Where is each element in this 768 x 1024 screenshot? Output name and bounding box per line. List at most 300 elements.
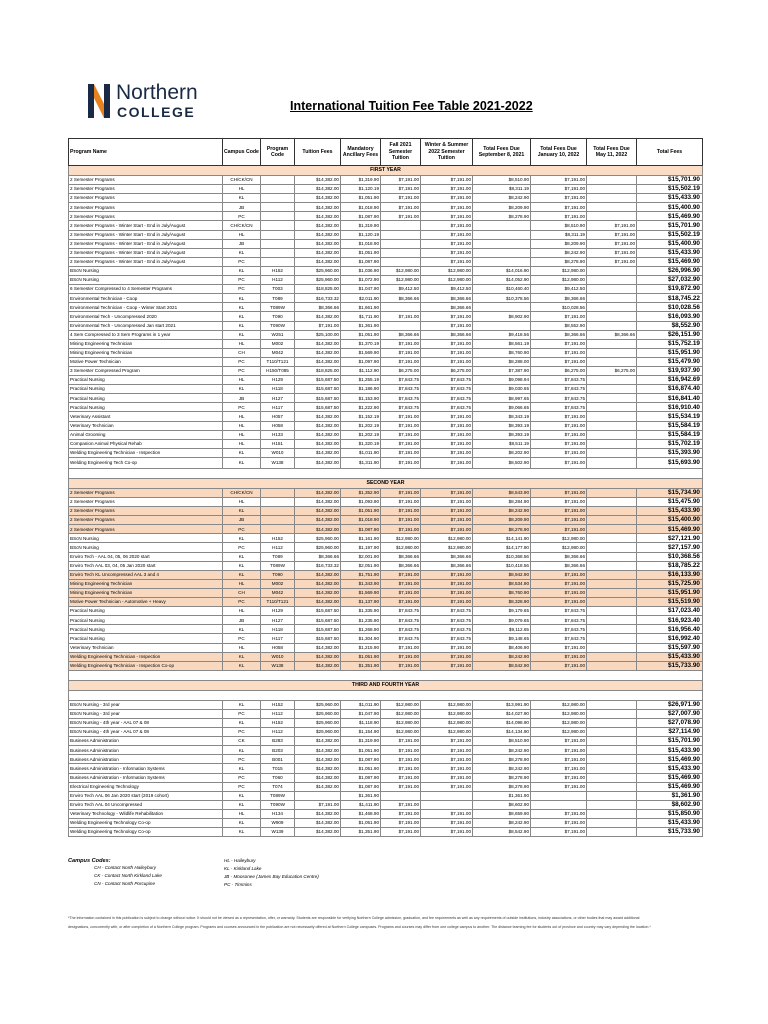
table-cell: $7,191.00	[531, 357, 587, 366]
table-cell: $14,382.00	[295, 764, 341, 773]
table-cell: KL	[223, 800, 261, 809]
table-cell	[587, 561, 637, 570]
table-cell: Enviro Tech - AAL 04, 05, 06 2020 start	[69, 552, 223, 561]
table-cell: BScN Nursing	[69, 276, 223, 285]
table-cell: $7,191.00	[381, 809, 421, 818]
table-cell: $7,191.00	[421, 203, 473, 212]
column-header: Campus Code	[223, 139, 261, 166]
table-cell: $7,191.00	[381, 525, 421, 534]
table-cell: $8,366.66	[381, 561, 421, 570]
table-cell: H117	[261, 634, 295, 643]
table-cell: $8,543.90	[473, 488, 531, 497]
column-header: Total Fees Due January 10, 2022	[531, 139, 587, 166]
disclaimer-text: *The information contained in this publication is subject to change without notice. It should not be viewed as a representation, offer, or warranty. Students are responsible for verifying Northern College admission, graduation, and fee requirements as well as any requirements of outside institutions, industry associations, or other bodies that may award additional designations, concurrently with, or after completion of a Northern College program. Programs and courses announced in the publication are not necessarily offered at Northern College campuses. Programs and courses may differ from one college campus to another. The distance learning fee for students out of province and country may vary depending the location.*	[68, 916, 651, 929]
table-cell: Welding Engineering Technician - Inspection Co-op	[69, 661, 223, 670]
table-cell: $7,191.00	[421, 588, 473, 597]
table-cell: Practical Nursing	[69, 403, 223, 412]
total-fees-cell: $15,951.90	[637, 588, 703, 597]
table-cell: $1,152.19	[341, 412, 381, 421]
table-cell: $7,843.75	[421, 394, 473, 403]
table-cell: 6 Semester Compressed to 4 Semester Programs	[69, 285, 223, 294]
table-cell	[261, 230, 295, 239]
table-cell	[587, 764, 637, 773]
table-cell: $7,191.00	[421, 412, 473, 421]
table-cell: KL	[223, 457, 261, 468]
table-cell: PC	[223, 257, 261, 266]
table-cell: $7,191.00	[531, 598, 587, 607]
table-cell: $14,382.00	[295, 652, 341, 661]
table-cell: $7,191.00	[531, 339, 587, 348]
table-cell: $7,191.00	[531, 652, 587, 661]
table-cell	[381, 257, 421, 266]
table-cell: $8,311.19	[473, 185, 531, 194]
table-cell: $7,191.00	[531, 488, 587, 497]
table-cell: $7,191.00	[381, 746, 421, 755]
table-cell: $7,843.75	[381, 394, 421, 403]
table-row	[69, 791, 703, 800]
table-row	[69, 507, 703, 516]
table-cell: $7,191.00	[421, 819, 473, 828]
table-cell: Veterinary Technician	[69, 421, 223, 430]
total-fees-cell: $27,078.90	[637, 718, 703, 727]
table-cell: $7,191.00	[421, 212, 473, 221]
table-row	[69, 176, 703, 185]
table-cell: $7,191.00	[531, 439, 587, 448]
table-cell: $7,191.00	[381, 203, 421, 212]
table-cell: T089W	[261, 303, 295, 312]
table-row	[69, 652, 703, 661]
table-row	[69, 276, 703, 285]
table-cell: W010	[261, 652, 295, 661]
table-cell	[587, 203, 637, 212]
table-cell: $6,275.00	[421, 366, 473, 375]
table-cell: $7,843.75	[421, 376, 473, 385]
table-cell	[381, 303, 421, 312]
table-cell: $1,112.90	[341, 366, 381, 375]
table-cell: $14,382.00	[295, 819, 341, 828]
table-cell: $14,382.00	[295, 230, 341, 239]
table-row	[69, 552, 703, 561]
table-cell: $16,733.32	[295, 294, 341, 303]
table-row	[69, 782, 703, 791]
table-row	[69, 543, 703, 552]
table-row	[69, 700, 703, 709]
table-cell: JB	[223, 394, 261, 403]
table-cell: PC	[223, 276, 261, 285]
table-cell: KL	[223, 321, 261, 330]
table-cell: $12,980.00	[381, 709, 421, 718]
table-cell: $1,120.19	[341, 230, 381, 239]
table-cell: KL	[223, 507, 261, 516]
table-cell: KL	[223, 266, 261, 275]
table-cell: $25,960.00	[295, 276, 341, 285]
table-cell	[587, 791, 637, 800]
table-row	[69, 430, 703, 439]
total-fees-cell: $19,872.90	[637, 285, 703, 294]
table-cell	[587, 737, 637, 746]
table-cell: $7,191.00	[381, 782, 421, 791]
table-cell: $7,191.00	[421, 773, 473, 782]
table-cell: $7,191.00	[531, 755, 587, 764]
table-cell: $14,382.00	[295, 439, 341, 448]
table-cell	[261, 194, 295, 203]
table-cell: $7,191.00	[531, 643, 587, 652]
table-cell: $1,661.90	[341, 303, 381, 312]
table-cell: 2 Semester Programs	[69, 203, 223, 212]
table-cell: $8,534.90	[473, 579, 531, 588]
total-fees-cell: $26,971.90	[637, 700, 703, 709]
total-fees-cell: $1,361.90	[637, 791, 703, 800]
table-cell: M002	[261, 339, 295, 348]
table-row	[69, 661, 703, 670]
table-cell: M042	[261, 588, 295, 597]
table-cell: B203	[261, 746, 295, 755]
table-cell: $7,191.00	[421, 339, 473, 348]
table-cell	[473, 230, 531, 239]
table-cell: $1,319.90	[341, 737, 381, 746]
table-cell: $14,382.00	[295, 828, 341, 837]
table-cell: $8,542.90	[473, 828, 531, 837]
table-cell: $7,191.00	[421, 185, 473, 194]
table-cell: $1,361.90	[473, 791, 531, 800]
total-fees-cell: $15,433.90	[637, 194, 703, 203]
table-cell: $1,235.90	[341, 616, 381, 625]
table-cell	[587, 579, 637, 588]
table-cell: $7,843.75	[531, 634, 587, 643]
table-cell: CH	[223, 588, 261, 597]
table-cell: B283	[261, 737, 295, 746]
table-cell: $7,191.00	[587, 239, 637, 248]
table-cell: Practical Nursing	[69, 607, 223, 616]
table-cell: $7,191.00	[421, 430, 473, 439]
table-cell: $8,542.90	[473, 661, 531, 670]
table-cell	[587, 828, 637, 837]
table-cell: $8,278.90	[473, 525, 531, 534]
total-fees-cell: $16,942.69	[637, 376, 703, 385]
table-cell: $7,191.00	[531, 507, 587, 516]
table-cell: $8,278.90	[473, 773, 531, 782]
table-cell: $7,191.00	[531, 212, 587, 221]
table-row	[69, 570, 703, 579]
table-cell: $14,177.90	[473, 543, 531, 552]
table-cell: $14,098.90	[473, 718, 531, 727]
table-cell: W138	[261, 661, 295, 670]
table-cell: KL	[223, 248, 261, 257]
table-cell: $12,980.00	[531, 709, 587, 718]
total-fees-cell: $15,951.90	[637, 348, 703, 357]
table-cell: $7,191.00	[531, 457, 587, 468]
table-cell: $7,191.00	[531, 828, 587, 837]
table-cell: $7,843.75	[421, 403, 473, 412]
table-cell	[587, 746, 637, 755]
table-cell: H150/T085	[261, 366, 295, 375]
table-cell: H127	[261, 394, 295, 403]
table-cell: $7,191.00	[381, 176, 421, 185]
table-cell	[587, 439, 637, 448]
table-cell: $1,047.90	[341, 709, 381, 718]
table-cell: $7,191.00	[421, 525, 473, 534]
table-cell: $1,087.90	[341, 782, 381, 791]
table-cell: $15,687.50	[295, 607, 341, 616]
table-cell: $1,222.90	[341, 403, 381, 412]
section-header-row	[69, 680, 703, 690]
table-cell: $8,602.90	[473, 800, 531, 809]
table-cell: $7,843.75	[421, 625, 473, 634]
table-row	[69, 561, 703, 570]
table-cell: $7,843.75	[381, 385, 421, 394]
table-row	[69, 266, 703, 275]
table-row	[69, 230, 703, 239]
table-cell: $14,382.00	[295, 809, 341, 818]
column-header: Program Code	[261, 139, 295, 166]
table-cell: $7,191.00	[587, 230, 637, 239]
total-fees-cell: $15,502.19	[637, 185, 703, 194]
table-row	[69, 809, 703, 818]
table-cell: $8,406.90	[473, 643, 531, 652]
table-cell: $8,242.90	[473, 507, 531, 516]
table-cell	[587, 348, 637, 357]
table-cell: PC	[223, 212, 261, 221]
table-cell: $7,191.00	[531, 312, 587, 321]
table-cell: $7,191.00	[421, 570, 473, 579]
table-cell: Motive Power Technician	[69, 357, 223, 366]
table-cell: $9,412.50	[531, 285, 587, 294]
table-cell: $14,141.90	[473, 534, 531, 543]
table-cell: $14,382.00	[295, 176, 341, 185]
table-row	[69, 643, 703, 652]
table-cell: HL	[223, 643, 261, 652]
table-cell: $9,066.65	[473, 403, 531, 412]
table-cell: $7,843.75	[421, 607, 473, 616]
table-cell: $7,191.00	[381, 498, 421, 507]
table-row	[69, 525, 703, 534]
table-cell: $1,051.90	[341, 194, 381, 203]
table-cell: $14,382.00	[295, 498, 341, 507]
total-fees-cell: $15,725.90	[637, 579, 703, 588]
table-cell	[587, 357, 637, 366]
table-cell: $7,191.00	[381, 764, 421, 773]
table-cell: KL	[223, 700, 261, 709]
table-cell: KL	[223, 534, 261, 543]
table-cell: $7,843.75	[381, 376, 421, 385]
table-row	[69, 709, 703, 718]
table-cell: $1,120.19	[341, 185, 381, 194]
table-cell: $8,209.90	[473, 516, 531, 525]
table-cell: $12,980.00	[381, 543, 421, 552]
table-cell: Enviro Tech AAL 06 Jan 2020 start (2019 cohort)	[69, 791, 223, 800]
table-row	[69, 285, 703, 294]
table-cell: $7,191.00	[381, 357, 421, 366]
table-cell: $7,191.00	[421, 755, 473, 764]
table-cell: $14,016.90	[473, 266, 531, 275]
table-cell: $7,191.00	[421, 661, 473, 670]
table-cell: $7,191.00	[531, 448, 587, 457]
table-cell	[587, 321, 637, 330]
total-fees-cell: $10,028.56	[637, 303, 703, 312]
table-cell: HL	[223, 412, 261, 421]
table-cell	[261, 239, 295, 248]
table-cell: $14,382.00	[295, 661, 341, 670]
table-cell: $8,393.19	[473, 421, 531, 430]
table-cell: $14,382.00	[295, 516, 341, 525]
table-row	[69, 221, 703, 230]
table-cell: $1,304.90	[341, 634, 381, 643]
table-cell: KL	[223, 791, 261, 800]
table-cell: Mining Engineering Technician	[69, 348, 223, 357]
table-cell: $1,072.90	[341, 276, 381, 285]
table-cell: KL	[223, 819, 261, 828]
table-row	[69, 773, 703, 782]
table-cell: $6,275.00	[587, 366, 637, 375]
table-cell	[261, 516, 295, 525]
table-cell: $8,366.66	[421, 294, 473, 303]
table-row	[69, 634, 703, 643]
table-cell: PC	[223, 634, 261, 643]
table-cell: $1,036.90	[341, 266, 381, 275]
total-fees-cell: $15,519.90	[637, 598, 703, 607]
table-cell: $7,191.00	[421, 239, 473, 248]
table-cell	[421, 800, 473, 809]
table-cell: $7,191.00	[381, 598, 421, 607]
table-cell: $1,018.90	[341, 239, 381, 248]
table-cell: $7,191.00	[421, 221, 473, 230]
table-cell	[587, 285, 637, 294]
table-cell: $1,018.90	[341, 203, 381, 212]
table-cell: T089W	[261, 791, 295, 800]
table-cell: PC	[223, 755, 261, 764]
table-cell: Mining Engineering Technician	[69, 579, 223, 588]
table-cell: KL	[223, 552, 261, 561]
table-cell	[587, 430, 637, 439]
section-header-row	[69, 478, 703, 488]
table-cell: $8,659.90	[473, 809, 531, 818]
total-fees-cell: $16,992.40	[637, 634, 703, 643]
table-cell: $7,191.00	[421, 737, 473, 746]
table-cell: Environmental Tech - Uncompressed 2020	[69, 312, 223, 321]
table-row	[69, 718, 703, 727]
table-cell: $9,098.94	[473, 376, 531, 385]
table-cell: $14,382.00	[295, 430, 341, 439]
table-cell: $7,191.00	[381, 348, 421, 357]
total-fees-cell: $15,733.90	[637, 661, 703, 670]
table-cell: $10,418.56	[473, 561, 531, 570]
table-cell	[261, 176, 295, 185]
total-fees-cell: $26,151.90	[637, 330, 703, 339]
table-cell: $1,711.90	[341, 312, 381, 321]
table-cell: $1,011.90	[341, 448, 381, 457]
table-cell: W251	[261, 330, 295, 339]
table-cell: KL	[223, 661, 261, 670]
table-cell	[587, 782, 637, 791]
table-cell: Business Administration - Information Systems	[69, 764, 223, 773]
total-fees-cell: $15,433.90	[637, 746, 703, 755]
table-cell: $7,191.00	[421, 230, 473, 239]
table-cell: H152	[261, 718, 295, 727]
table-cell: BScN Nursing - 4th year - AAL 07 & 08	[69, 718, 223, 727]
table-cell: T090W	[261, 321, 295, 330]
table-row	[69, 598, 703, 607]
table-cell: $7,191.00	[381, 579, 421, 588]
table-cell: 2 Semester Programs	[69, 488, 223, 497]
table-row	[69, 394, 703, 403]
table-row	[69, 588, 703, 597]
total-fees-cell: $15,475.90	[637, 498, 703, 507]
table-row	[69, 439, 703, 448]
campus-codes-legend	[68, 858, 528, 900]
table-cell	[381, 221, 421, 230]
table-cell: $1,051.90	[341, 330, 381, 339]
table-cell: $7,843.75	[531, 616, 587, 625]
table-cell: $1,343.90	[341, 579, 381, 588]
table-cell: $8,284.90	[473, 498, 531, 507]
table-cell	[587, 394, 637, 403]
table-cell: $8,366.66	[587, 330, 637, 339]
total-fees-cell: $10,368.56	[637, 552, 703, 561]
table-cell	[587, 616, 637, 625]
table-cell: $12,980.00	[381, 266, 421, 275]
table-cell: $7,191.00	[531, 570, 587, 579]
table-cell: JB	[223, 616, 261, 625]
table-cell: 2 Semester Programs	[69, 516, 223, 525]
table-cell: CK	[223, 737, 261, 746]
table-cell: $7,191.00	[421, 439, 473, 448]
table-cell: H057	[261, 412, 295, 421]
table-row	[69, 764, 703, 773]
table-cell: $7,191.00	[381, 439, 421, 448]
table-cell	[587, 185, 637, 194]
table-cell: HL	[223, 439, 261, 448]
table-cell	[587, 625, 637, 634]
table-cell: CH/CK/CN	[223, 488, 261, 497]
table-cell: Veterinary Technology - Wildlife Rehabilitation	[69, 809, 223, 818]
table-row	[69, 828, 703, 837]
table-cell: $7,843.75	[531, 385, 587, 394]
table-cell	[587, 773, 637, 782]
table-cell: HL	[223, 809, 261, 818]
table-cell: $7,191.00	[531, 773, 587, 782]
table-cell: PC	[223, 285, 261, 294]
table-cell: $1,268.90	[341, 625, 381, 634]
table-row	[69, 321, 703, 330]
table-row	[69, 755, 703, 764]
table-cell	[261, 212, 295, 221]
table-cell: KL	[223, 385, 261, 394]
table-cell: $7,191.00	[421, 421, 473, 430]
table-cell: $1,411.90	[341, 800, 381, 809]
table-cell: $8,366.66	[531, 552, 587, 561]
total-fees-cell: $15,469.90	[637, 755, 703, 764]
table-cell	[587, 312, 637, 321]
table-cell: $7,191.00	[421, 488, 473, 497]
table-cell: $8,328.90	[473, 598, 531, 607]
table-cell: Mining Engineering Technician	[69, 588, 223, 597]
table-cell: $1,097.90	[341, 357, 381, 366]
table-cell: 2 Semester Programs - Winter Start - End in July/August	[69, 248, 223, 257]
table-cell: $12,980.00	[381, 700, 421, 709]
table-cell: T015	[261, 764, 295, 773]
table-cell: Welding Engineering Technician - Inspection	[69, 448, 223, 457]
table-cell: $1,352.90	[341, 488, 381, 497]
table-cell: $8,366.66	[295, 303, 341, 312]
table-cell: $7,191.00	[531, 737, 587, 746]
table-row	[69, 357, 703, 366]
table-cell: $7,191.00	[587, 221, 637, 230]
table-cell: $1,320.19	[341, 439, 381, 448]
table-cell: $14,382.00	[295, 525, 341, 534]
table-cell: Enviro Tech KL Uncompressed AAL 3 and 4	[69, 570, 223, 579]
table-cell: $7,191.00	[531, 176, 587, 185]
table-cell: $7,191.00	[421, 652, 473, 661]
